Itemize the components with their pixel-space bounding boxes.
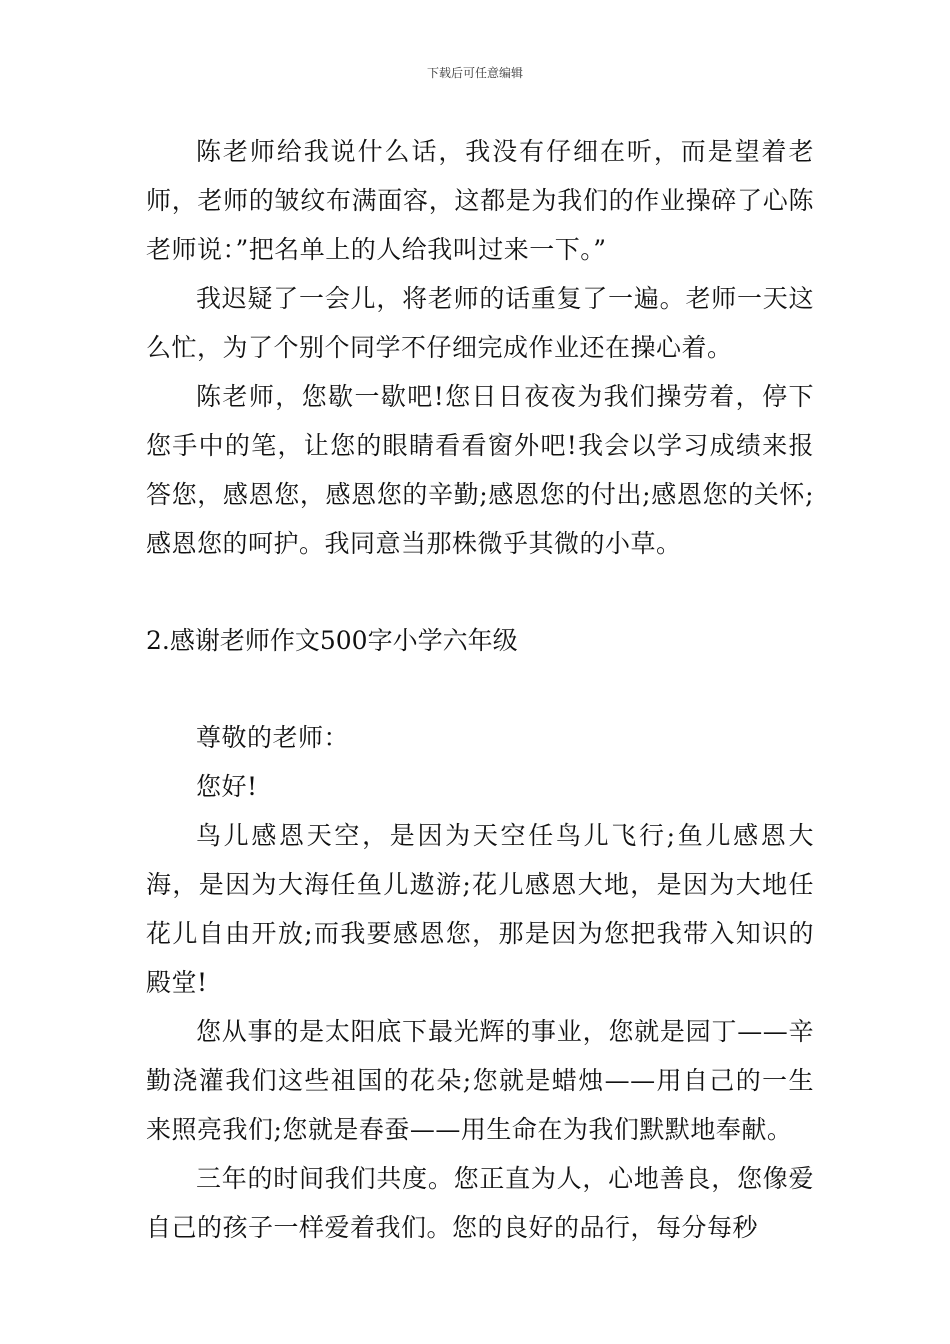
section-heading: 2.感谢老师作文500字小学六年级 [146, 626, 518, 655]
paragraph-4: 鸟儿感恩天空，是因为天空任鸟儿飞行;鱼儿感恩大海，是因为大海任鱼儿遨游;花儿感恩大地，是因为大地任花儿自由开放;而我要感恩您，那是因为您把我带入知识的殿堂! [146, 821, 814, 997]
paragraph-1: 陈老师给我说什么话，我没有仔细在听，而是望着老师，老师的皱纹布满面容，这都是为我们的作业操碎了心陈老师说：”把名单上的人给我叫过来一下。” [146, 137, 814, 264]
paragraph-5: 您从事的是太阳底下最光辉的事业，您就是园丁——辛勤浇灌我们这些祖国的花朵;您就是蜡烛——用自己的一生来照亮我们;您就是春蚕——用生命在为我们默默地奉献。 [146, 1017, 814, 1144]
paragraph-2: 我迟疑了一会儿，将老师的话重复了一遍。老师一天这么忙，为了个别个同学不仔细完成作业还在操心着。 [146, 284, 814, 362]
document-body [146, 127, 814, 1252]
page-header: 下载后可任意编辑 [426, 66, 523, 80]
paragraph-3: 陈老师，您歇一歇吧!您日日夜夜为我们操劳着，停下您手中的笔，让您的眼睛看看窗外吧!我会以学习成绩来报答您，感恩您，感恩您的辛勤;感恩您的付出;感恩您的关怀;感恩您的呵护。我同意当那株微乎其微的小草。 [146, 382, 814, 558]
greeting: 您好! [196, 772, 258, 801]
salutation: 尊敬的老师： [196, 723, 350, 752]
paragraph-6: 三年的时间我们共度。您正直为人，心地善良，您像爱自己的孩子一样爱着我们。您的良好的品行，每分每秒 [146, 1164, 814, 1242]
